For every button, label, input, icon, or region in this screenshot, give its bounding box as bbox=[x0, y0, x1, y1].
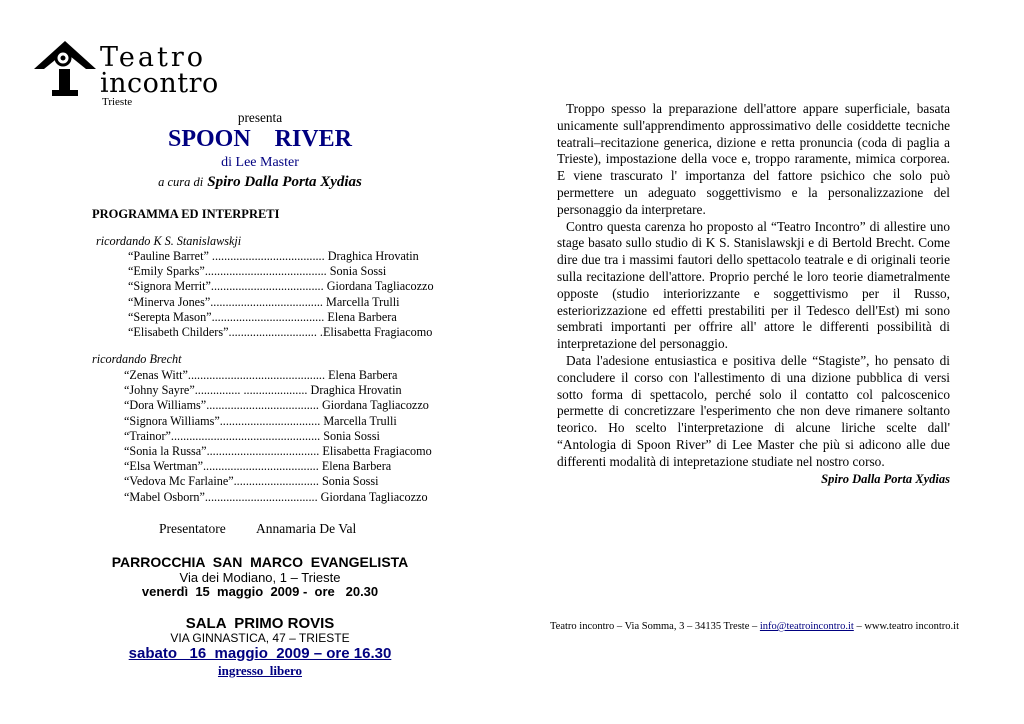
cast-row: “Mabel Osborn”..................................... Giordana Tagliacozzo bbox=[124, 489, 428, 504]
logo-incontro: incontro bbox=[100, 68, 219, 99]
cast-row: “Pauline Barret” ..................................... Draghica Hrovatin bbox=[128, 249, 419, 263]
footer bbox=[550, 621, 959, 632]
author: di Lee Master bbox=[221, 155, 299, 170]
presenter-label: Presentatore bbox=[159, 521, 226, 536]
event1-venue: PARROCCHIA SAN MARCO EVANGELISTA bbox=[111, 554, 409, 570]
curated-by bbox=[100, 173, 420, 191]
paragraph: Contro questa carenza ho proposto al “Teatro Incontro” di allestire uno stage basato sullo studio di K S. Stanislawskji e di Bertold Brecht. Come dire due tra i massimi fautori dello spettacolo teatrale e di originali teorie sulla recitazione dell'attore. Proprio perché le loro teorie diametralmente opposte (studio interiorizzante e soggettivismo per il Russo, esteriorizzazione ed effetti prestabiliti per il Tedesco dell'Est) mi sono sembrati importanti per offrire all' attore le differenti possibilità di interpretazione del personaggio. bbox=[557, 218, 950, 352]
cast-row: “Minerva Jones”..................................... Marcella Trulli bbox=[128, 294, 400, 309]
cast-row: “Zenas Witt”............................................. Elena Barbera bbox=[124, 368, 398, 382]
cast-row: “Johny Sayre”............... ..................... Draghica Hrovatin bbox=[124, 383, 402, 398]
event1-address: Via dei Modiano, 1 – Trieste bbox=[179, 570, 341, 585]
presenter-name: Annamaria De Val bbox=[256, 521, 357, 536]
group-label-stanislawskji: ricordando K S. Stanislawskji bbox=[96, 234, 242, 248]
cast-row: “Serepta Mason”..................................... Elena Barbera bbox=[128, 309, 397, 324]
cast-row: “Vedova Mc Farlaine”............................ Sonia Sossi bbox=[124, 474, 379, 489]
curated-prefix: a cura di bbox=[158, 175, 204, 189]
group-label-brecht: ricordando Brecht bbox=[92, 352, 182, 366]
cast-row: “Elisabeth Childers”............................. .Elisabetta Fragiacomo bbox=[128, 324, 433, 339]
paragraph: Troppo spesso la preparazione dell'attore appare superficiale, basata unicamente sull'apprendimento approssimativo delle cosiddette tecniche teatrali–recitazione generica, dizione e retta pronuncia (coda di paglia a Trieste), impostazione della voce e, troppo raramente, mimica corporea. E viene trascurato l' importanza del fattore psichico che solo può permettere un adeguato soggettivismo e la personalizzazione del personaggio da interpretare. bbox=[557, 101, 950, 217]
logo-city: Trieste bbox=[102, 96, 133, 108]
cast-row: “Signora Merrit”..................................... Giordana Tagliacozzo bbox=[128, 279, 434, 294]
signature: Spiro Dalla Porta Xydias bbox=[821, 471, 950, 486]
cast-row: “Sonia la Russa”..................................... Elisabetta Fragiacomo bbox=[124, 443, 432, 458]
cast-row: “Signora Williams”................................. Marcella Trulli bbox=[124, 413, 397, 428]
event2-entry: ingresso libero bbox=[217, 663, 303, 678]
page-title: SPOON RIVER bbox=[167, 126, 353, 152]
presenta-text: presenta bbox=[237, 110, 283, 125]
intro-text bbox=[557, 101, 950, 487]
event2-venue: SALA PRIMO ROVIS bbox=[185, 615, 335, 632]
theatre-logo-icon bbox=[34, 36, 98, 98]
cast-row: “Dora Williams”..................................... Giordana Tagliacozzo bbox=[124, 398, 429, 413]
logo-teatro: Teatro bbox=[100, 42, 207, 73]
event2-address: VIA GINNASTICA, 47 – TRIESTE bbox=[170, 631, 350, 645]
event1-date: venerdì 15 maggio 2009 - ore 20.30 bbox=[141, 584, 379, 599]
curated-name: Spiro Dalla Porta Xydias bbox=[207, 174, 362, 190]
event2-date: sabato 16 maggio 2009 – ore 16.30 bbox=[128, 645, 392, 662]
cast-row: “Emily Sparks”........................................ Sonia Sossi bbox=[128, 264, 387, 279]
paragraph: Data l'adesione entusiastica e positiva delle “Stagiste”, ho pensato di concludere il corso con l'allestimento di una dizione pubblica di versi sotto forma di spettacolo, perché solo il contatto col palcoscenico permette di concretizzare l'esperimento che non deve rimanere soltanto teorico. Ho scelto l'interpretazione di alcune liriche scelte dall' “Antologia di Spoon River” di Lee Master che più si adicono alle due differenti modalità di intepretazione studiate nel nostro corso. bbox=[557, 352, 950, 469]
cast-row: “Elsa Wertman”...................................... Elena Barbera bbox=[124, 459, 392, 474]
footer-email-link[interactable]: info@teatroincontro.it bbox=[759, 621, 854, 632]
cast-list-stanislawskji bbox=[128, 249, 434, 340]
footer-address: Teatro incontro – Via Somma, 3 – 34135 Treste – bbox=[550, 621, 760, 632]
program-heading: PROGRAMMA ED INTERPRETI bbox=[92, 207, 280, 221]
cast-row: “Trainor”................................................. Sonia Sossi bbox=[124, 428, 380, 443]
cast-list-brecht bbox=[124, 368, 432, 505]
footer-website: – www.teatro incontro.it bbox=[853, 621, 959, 632]
